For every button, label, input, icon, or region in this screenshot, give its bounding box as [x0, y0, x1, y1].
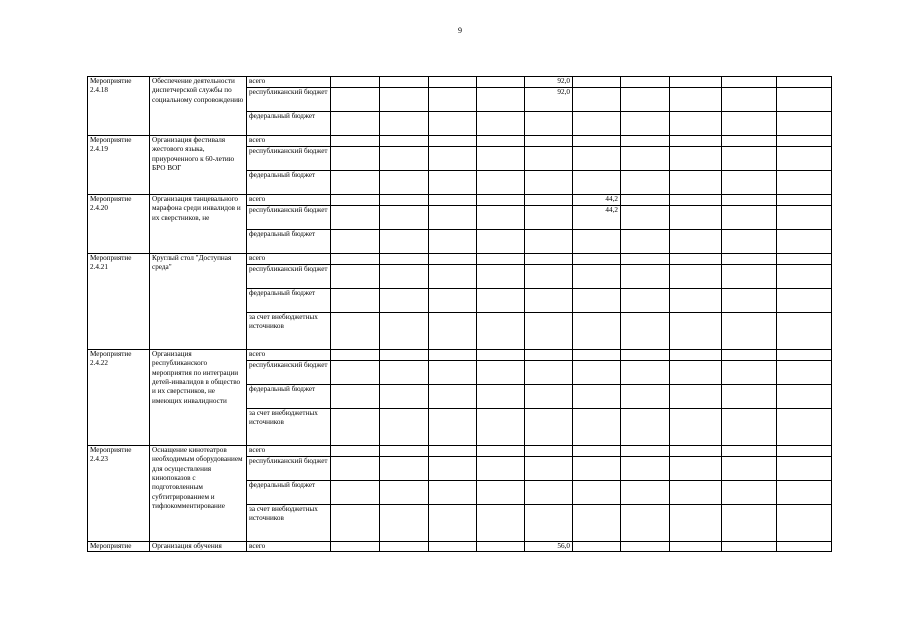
- amount-cell: [621, 265, 670, 289]
- measure-id-cell: Мероприятие 2.4.18: [88, 77, 150, 136]
- amount-cell: [722, 289, 777, 313]
- measure-id-cell: Мероприятие: [88, 542, 150, 552]
- amount-cell: [380, 77, 429, 88]
- amount-cell: [331, 313, 380, 350]
- amount-cell: [670, 289, 722, 313]
- table-row: [88, 446, 832, 457]
- amount-cell: [573, 481, 621, 505]
- amount-cell: [621, 542, 670, 552]
- amount-cell: [380, 289, 429, 313]
- amount-cell: [429, 88, 477, 112]
- amount-cell: [722, 542, 777, 552]
- funding-source-cell: федеральный бюджет: [247, 481, 331, 505]
- amount-cell: [525, 136, 573, 147]
- amount-cell: [621, 385, 670, 409]
- amount-cell: [573, 254, 621, 265]
- amount-cell: [429, 147, 477, 171]
- amount-cell: 92,0: [525, 88, 573, 112]
- amount-cell: [429, 505, 477, 542]
- amount-cell: 44,2: [573, 195, 621, 206]
- amount-cell: [621, 147, 670, 171]
- amount-cell: [777, 542, 832, 552]
- amount-cell: [621, 112, 670, 136]
- amount-cell: [777, 77, 832, 88]
- funding-source-cell: федеральный бюджет: [247, 112, 331, 136]
- amount-cell: [722, 88, 777, 112]
- amount-cell: [331, 230, 380, 254]
- amount-cell: 92,0: [525, 77, 573, 88]
- amount-cell: [722, 457, 777, 481]
- amount-cell: [477, 542, 525, 552]
- amount-cell: [429, 385, 477, 409]
- amount-cell: [573, 505, 621, 542]
- funding-source-cell: за счет внебюджетных источников: [247, 505, 331, 542]
- amount-cell: [777, 350, 832, 361]
- amount-cell: [429, 136, 477, 147]
- amount-cell: [525, 195, 573, 206]
- amount-cell: [525, 457, 573, 481]
- measure-title-cell: Организация обучения: [150, 542, 247, 552]
- amount-cell: [573, 385, 621, 409]
- funding-source-cell: республиканский бюджет: [247, 206, 331, 230]
- amount-cell: [477, 77, 525, 88]
- amount-cell: [331, 457, 380, 481]
- amount-cell: [670, 265, 722, 289]
- amount-cell: [670, 147, 722, 171]
- amount-cell: [380, 171, 429, 195]
- amount-cell: [477, 88, 525, 112]
- amount-cell: [722, 136, 777, 147]
- table-row: [88, 136, 832, 147]
- amount-cell: [429, 457, 477, 481]
- amount-cell: [331, 88, 380, 112]
- amount-cell: [573, 147, 621, 171]
- funding-source-cell: федеральный бюджет: [247, 385, 331, 409]
- amount-cell: [670, 136, 722, 147]
- funding-source-cell: федеральный бюджет: [247, 171, 331, 195]
- amount-cell: [777, 265, 832, 289]
- amount-cell: [380, 254, 429, 265]
- funding-source-cell: республиканский бюджет: [247, 88, 331, 112]
- amount-cell: [777, 195, 832, 206]
- amount-cell: [621, 254, 670, 265]
- amount-cell: [525, 254, 573, 265]
- amount-cell: [722, 195, 777, 206]
- amount-cell: [429, 542, 477, 552]
- amount-cell: [477, 195, 525, 206]
- amount-cell: [380, 350, 429, 361]
- amount-cell: [670, 505, 722, 542]
- amount-cell: [621, 409, 670, 446]
- amount-cell: [621, 77, 670, 88]
- amount-cell: [573, 88, 621, 112]
- amount-cell: [525, 313, 573, 350]
- amount-cell: [331, 77, 380, 88]
- amount-cell: [573, 409, 621, 446]
- amount-cell: [777, 361, 832, 385]
- amount-cell: 56,0: [525, 542, 573, 552]
- amount-cell: [670, 88, 722, 112]
- amount-cell: [573, 457, 621, 481]
- funding-source-cell: федеральный бюджет: [247, 230, 331, 254]
- funding-source-cell: всего: [247, 350, 331, 361]
- amount-cell: [380, 265, 429, 289]
- amount-cell: [429, 289, 477, 313]
- amount-cell: [477, 385, 525, 409]
- amount-cell: [380, 481, 429, 505]
- amount-cell: [477, 112, 525, 136]
- amount-cell: [429, 171, 477, 195]
- amount-cell: [722, 230, 777, 254]
- amount-cell: [331, 542, 380, 552]
- measure-title-cell: Обеспечение деятельности диспетчерской службы по социальному сопровождению: [150, 77, 247, 136]
- amount-cell: [525, 409, 573, 446]
- amount-cell: [331, 136, 380, 147]
- amount-cell: [573, 77, 621, 88]
- amount-cell: [722, 147, 777, 171]
- amount-cell: [380, 361, 429, 385]
- amount-cell: [670, 195, 722, 206]
- amount-cell: [331, 361, 380, 385]
- amount-cell: [722, 313, 777, 350]
- amount-cell: [777, 457, 832, 481]
- amount-cell: [429, 77, 477, 88]
- amount-cell: [525, 361, 573, 385]
- amount-cell: [777, 254, 832, 265]
- funding-source-cell: за счет внебюджетных источников: [247, 313, 331, 350]
- amount-cell: [477, 481, 525, 505]
- funding-source-cell: федеральный бюджет: [247, 289, 331, 313]
- amount-cell: [525, 385, 573, 409]
- amount-cell: [621, 313, 670, 350]
- amount-cell: [331, 409, 380, 446]
- amount-cell: [331, 171, 380, 195]
- funding-source-cell: всего: [247, 77, 331, 88]
- amount-cell: [621, 136, 670, 147]
- funding-source-cell: республиканский бюджет: [247, 265, 331, 289]
- amount-cell: [380, 457, 429, 481]
- amount-cell: [621, 206, 670, 230]
- amount-cell: [477, 171, 525, 195]
- amount-cell: [573, 289, 621, 313]
- amount-cell: [573, 350, 621, 361]
- amount-cell: [525, 147, 573, 171]
- measure-id-cell: Мероприятие 2.4.23: [88, 446, 150, 542]
- amount-cell: [477, 147, 525, 171]
- amount-cell: [380, 385, 429, 409]
- amount-cell: [573, 446, 621, 457]
- amount-cell: [477, 230, 525, 254]
- amount-cell: [670, 171, 722, 195]
- amount-cell: [429, 254, 477, 265]
- amount-cell: [722, 112, 777, 136]
- amount-cell: [621, 171, 670, 195]
- amount-cell: [380, 542, 429, 552]
- amount-cell: [477, 254, 525, 265]
- measure-title-cell: Организация фестиваля жестового языка, приуроченного к 60-летию БРО ВОГ: [150, 136, 247, 195]
- amount-cell: [380, 88, 429, 112]
- funding-source-cell: республиканский бюджет: [247, 147, 331, 171]
- measure-title-cell: Организация республиканского мероприятия по интеграции детей-инвалидов в общество и их сверстников, не имеющих инвалидности: [150, 350, 247, 446]
- amount-cell: [331, 265, 380, 289]
- amount-cell: [380, 313, 429, 350]
- measure-id-cell: Мероприятие 2.4.22: [88, 350, 150, 446]
- amount-cell: [777, 206, 832, 230]
- budget-table: [87, 76, 832, 552]
- amount-cell: [722, 446, 777, 457]
- amount-cell: [777, 446, 832, 457]
- amount-cell: [429, 313, 477, 350]
- amount-cell: [777, 136, 832, 147]
- amount-cell: [621, 446, 670, 457]
- amount-cell: [477, 289, 525, 313]
- amount-cell: [380, 206, 429, 230]
- amount-cell: [380, 505, 429, 542]
- amount-cell: [777, 88, 832, 112]
- amount-cell: [777, 481, 832, 505]
- amount-cell: [621, 457, 670, 481]
- amount-cell: [477, 457, 525, 481]
- amount-cell: [525, 481, 573, 505]
- amount-cell: [525, 230, 573, 254]
- amount-cell: [670, 313, 722, 350]
- funding-source-cell: всего: [247, 446, 331, 457]
- amount-cell: [722, 77, 777, 88]
- amount-cell: [621, 505, 670, 542]
- amount-cell: [621, 230, 670, 254]
- amount-cell: [777, 289, 832, 313]
- amount-cell: [380, 195, 429, 206]
- amount-cell: [331, 147, 380, 171]
- table-row: [88, 350, 832, 361]
- amount-cell: [670, 385, 722, 409]
- amount-cell: [429, 265, 477, 289]
- amount-cell: [722, 361, 777, 385]
- table-row: [88, 254, 832, 265]
- amount-cell: [573, 361, 621, 385]
- amount-cell: [525, 446, 573, 457]
- amount-cell: [429, 409, 477, 446]
- amount-cell: [777, 147, 832, 171]
- amount-cell: [573, 136, 621, 147]
- amount-cell: [380, 136, 429, 147]
- amount-cell: [429, 195, 477, 206]
- amount-cell: [777, 112, 832, 136]
- amount-cell: [380, 230, 429, 254]
- amount-cell: [722, 265, 777, 289]
- amount-cell: [722, 481, 777, 505]
- amount-cell: [777, 313, 832, 350]
- amount-cell: [670, 542, 722, 552]
- amount-cell: [525, 206, 573, 230]
- amount-cell: [670, 361, 722, 385]
- table-row: [88, 542, 832, 552]
- amount-cell: [573, 171, 621, 195]
- amount-cell: [429, 112, 477, 136]
- amount-cell: [670, 457, 722, 481]
- amount-cell: [477, 265, 525, 289]
- measure-id-cell: Мероприятие 2.4.20: [88, 195, 150, 254]
- amount-cell: [670, 254, 722, 265]
- amount-cell: [525, 289, 573, 313]
- amount-cell: [477, 361, 525, 385]
- amount-cell: [670, 409, 722, 446]
- measure-id-cell: Мероприятие 2.4.19: [88, 136, 150, 195]
- amount-cell: [429, 230, 477, 254]
- amount-cell: [670, 481, 722, 505]
- amount-cell: [722, 206, 777, 230]
- amount-cell: [573, 542, 621, 552]
- table-row: [88, 77, 832, 88]
- amount-cell: [380, 112, 429, 136]
- amount-cell: [429, 350, 477, 361]
- amount-cell: [429, 361, 477, 385]
- amount-cell: [621, 361, 670, 385]
- amount-cell: [380, 147, 429, 171]
- amount-cell: [525, 171, 573, 195]
- amount-cell: [573, 230, 621, 254]
- amount-cell: [777, 385, 832, 409]
- amount-cell: [670, 350, 722, 361]
- amount-cell: [621, 350, 670, 361]
- funding-source-cell: всего: [247, 195, 331, 206]
- amount-cell: [331, 481, 380, 505]
- measure-title-cell: Оснащение кинотеатров необходимым оборудованием для осуществления кинопоказов с подготовленным субтитрированием и тифлокомментирование: [150, 446, 247, 542]
- amount-cell: [331, 350, 380, 361]
- amount-cell: [331, 195, 380, 206]
- measure-title-cell: Организация танцевального марафона среди инвалидов и их сверстников, не: [150, 195, 247, 254]
- amount-cell: [331, 254, 380, 265]
- amount-cell: [777, 409, 832, 446]
- amount-cell: [380, 446, 429, 457]
- amount-cell: [777, 505, 832, 542]
- amount-cell: [525, 505, 573, 542]
- page-number: 9: [458, 26, 462, 35]
- amount-cell: [722, 254, 777, 265]
- amount-cell: [477, 136, 525, 147]
- funding-source-cell: всего: [247, 136, 331, 147]
- amount-cell: [621, 88, 670, 112]
- table-row: [88, 195, 832, 206]
- amount-cell: [331, 289, 380, 313]
- amount-cell: [722, 350, 777, 361]
- amount-cell: [477, 313, 525, 350]
- amount-cell: [573, 265, 621, 289]
- amount-cell: [670, 446, 722, 457]
- amount-cell: 44,2: [573, 206, 621, 230]
- funding-source-cell: республиканский бюджет: [247, 361, 331, 385]
- amount-cell: [525, 265, 573, 289]
- amount-cell: [429, 481, 477, 505]
- amount-cell: [331, 385, 380, 409]
- amount-cell: [477, 446, 525, 457]
- amount-cell: [380, 409, 429, 446]
- amount-cell: [331, 446, 380, 457]
- funding-source-cell: всего: [247, 542, 331, 552]
- amount-cell: [477, 350, 525, 361]
- amount-cell: [722, 409, 777, 446]
- amount-cell: [722, 385, 777, 409]
- amount-cell: [331, 206, 380, 230]
- amount-cell: [429, 446, 477, 457]
- amount-cell: [777, 230, 832, 254]
- amount-cell: [670, 77, 722, 88]
- amount-cell: [477, 206, 525, 230]
- amount-cell: [477, 505, 525, 542]
- amount-cell: [777, 171, 832, 195]
- amount-cell: [670, 112, 722, 136]
- amount-cell: [331, 112, 380, 136]
- amount-cell: [525, 350, 573, 361]
- amount-cell: [573, 313, 621, 350]
- funding-source-cell: за счет внебюджетных источников: [247, 409, 331, 446]
- amount-cell: [722, 171, 777, 195]
- amount-cell: [331, 505, 380, 542]
- funding-source-cell: всего: [247, 254, 331, 265]
- amount-cell: [429, 206, 477, 230]
- amount-cell: [722, 505, 777, 542]
- amount-cell: [477, 409, 525, 446]
- amount-cell: [670, 230, 722, 254]
- measure-title-cell: Круглый стол "Доступная среда": [150, 254, 247, 350]
- measure-id-cell: Мероприятие 2.4.21: [88, 254, 150, 350]
- amount-cell: [621, 195, 670, 206]
- amount-cell: [621, 481, 670, 505]
- funding-source-cell: республиканский бюджет: [247, 457, 331, 481]
- amount-cell: [670, 206, 722, 230]
- amount-cell: [525, 112, 573, 136]
- amount-cell: [573, 112, 621, 136]
- amount-cell: [621, 289, 670, 313]
